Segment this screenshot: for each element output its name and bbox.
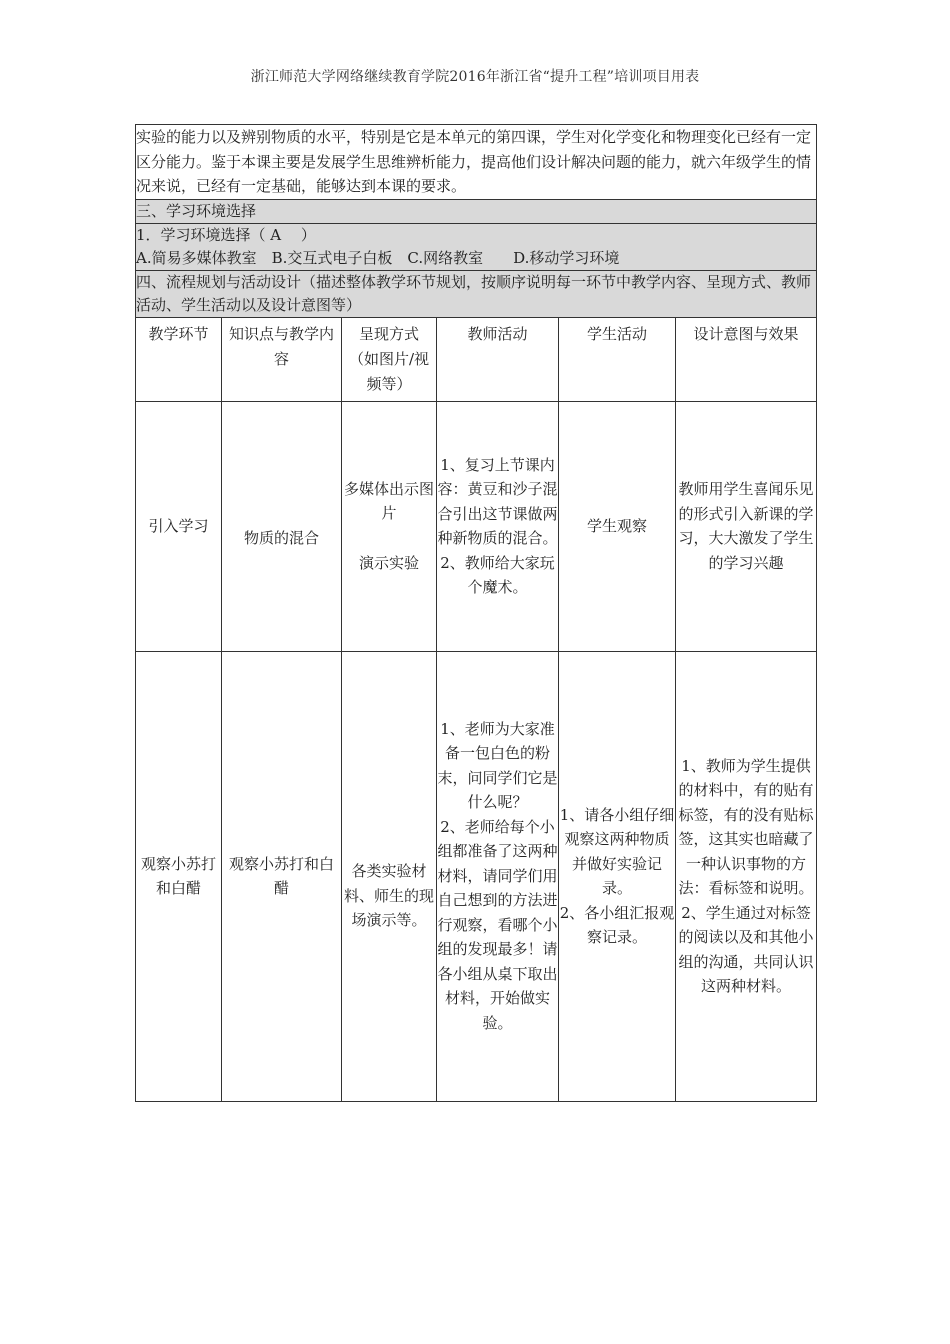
section4-title-row (136, 270, 817, 317)
intent-cell: 1、教师为学生提供的材料中，有的贴有标签，有的没有贴标签，这其实也暗藏了一种认识事物的方法：看标签和说明。 2、学生通过对标签的阅读以及和其他小组的沟通，共同认识这两种材料。 (676, 651, 817, 1101)
section3-title: 三、学习环境选择 (136, 199, 817, 223)
intent-cell: 教师用学生喜闻乐见的形式引入新课的学习，大大激发了学生的学习兴趣 (676, 401, 817, 651)
presentation-cell (342, 401, 437, 651)
col-header-intent: 设计意图与效果 (676, 317, 817, 401)
lesson-plan-table (135, 124, 817, 1102)
intro-paragraph: 实验的能力以及辨别物质的水平，特别是它是本单元的第四课，学生对化学变化和物理变化已经有一定区分能力。鉴于本课主要是发展学生思维辨析能力，提高他们设计解决问题的能力，就六年级学生的情况来说，已经有一定基础，能够达到本课的要求。 (136, 125, 817, 200)
environment-choice-label: 1．学习环境选择（ A ） (136, 225, 316, 244)
col-header-content: 知识点与教学内容 (222, 317, 342, 401)
table-row (136, 651, 817, 1101)
presentation-cell: 各类实验材料、师生的现场演示等。 (342, 651, 437, 1101)
col-header-teacher: 教师活动 (437, 317, 559, 401)
page-header: 浙江师范大学网络继续教育学院2016年浙江省“提升工程”培训项目用表 (250, 69, 700, 85)
teacher-cell: 1、老师为大家准备一包白色的粉末，问同学们它是什么呢？ 2、老师给每个小组都准备了这两种材料，请同学们用自己想到的方法进行观察，看哪个小组的发现最多！请各小组从桌下取出材料，开始做实验。 (437, 651, 559, 1101)
section3-options-row (136, 223, 817, 270)
content-cell: 观察小苏打和白醋 (222, 651, 342, 1101)
col-header-presentation: 呈现方式（如图片/视频等） (342, 317, 437, 401)
stage-cell: 引入学习 (136, 401, 222, 651)
presentation-text-1: 多媒体出示图片 (343, 479, 434, 523)
section4-title: 四、流程规划与活动设计（描述整体教学环节规划，按顺序说明每一环节中教学内容、呈现方式、教师活动、学生活动以及设计意图等） (136, 270, 817, 317)
column-header-row (136, 317, 817, 401)
presentation-text-2: 演示实验 (358, 553, 419, 572)
section3-options (136, 223, 817, 270)
stage-cell: 观察小苏打和白醋 (136, 651, 222, 1101)
student-cell: 学生观察 (559, 401, 676, 651)
table-row (136, 401, 817, 651)
teacher-cell: 1、复习上节课内容：黄豆和沙子混合引出这节课做两种新物质的混合。 2、教师给大家玩个魔术。 (437, 401, 559, 651)
col-header-student: 学生活动 (559, 317, 676, 401)
content-cell: 物质的混合 (222, 401, 342, 651)
intro-row (136, 125, 817, 200)
student-cell: 1、请各小组仔细观察这两种物质并做好实验记录。 2、各小组汇报观察记录。 (559, 651, 676, 1101)
environment-options: A.简易多媒体教室 B.交互式电子白板 C.网络教室 D.移动学习环境 (136, 248, 620, 267)
col-header-stage: 教学环节 (136, 317, 222, 401)
section3-title-row (136, 199, 817, 223)
